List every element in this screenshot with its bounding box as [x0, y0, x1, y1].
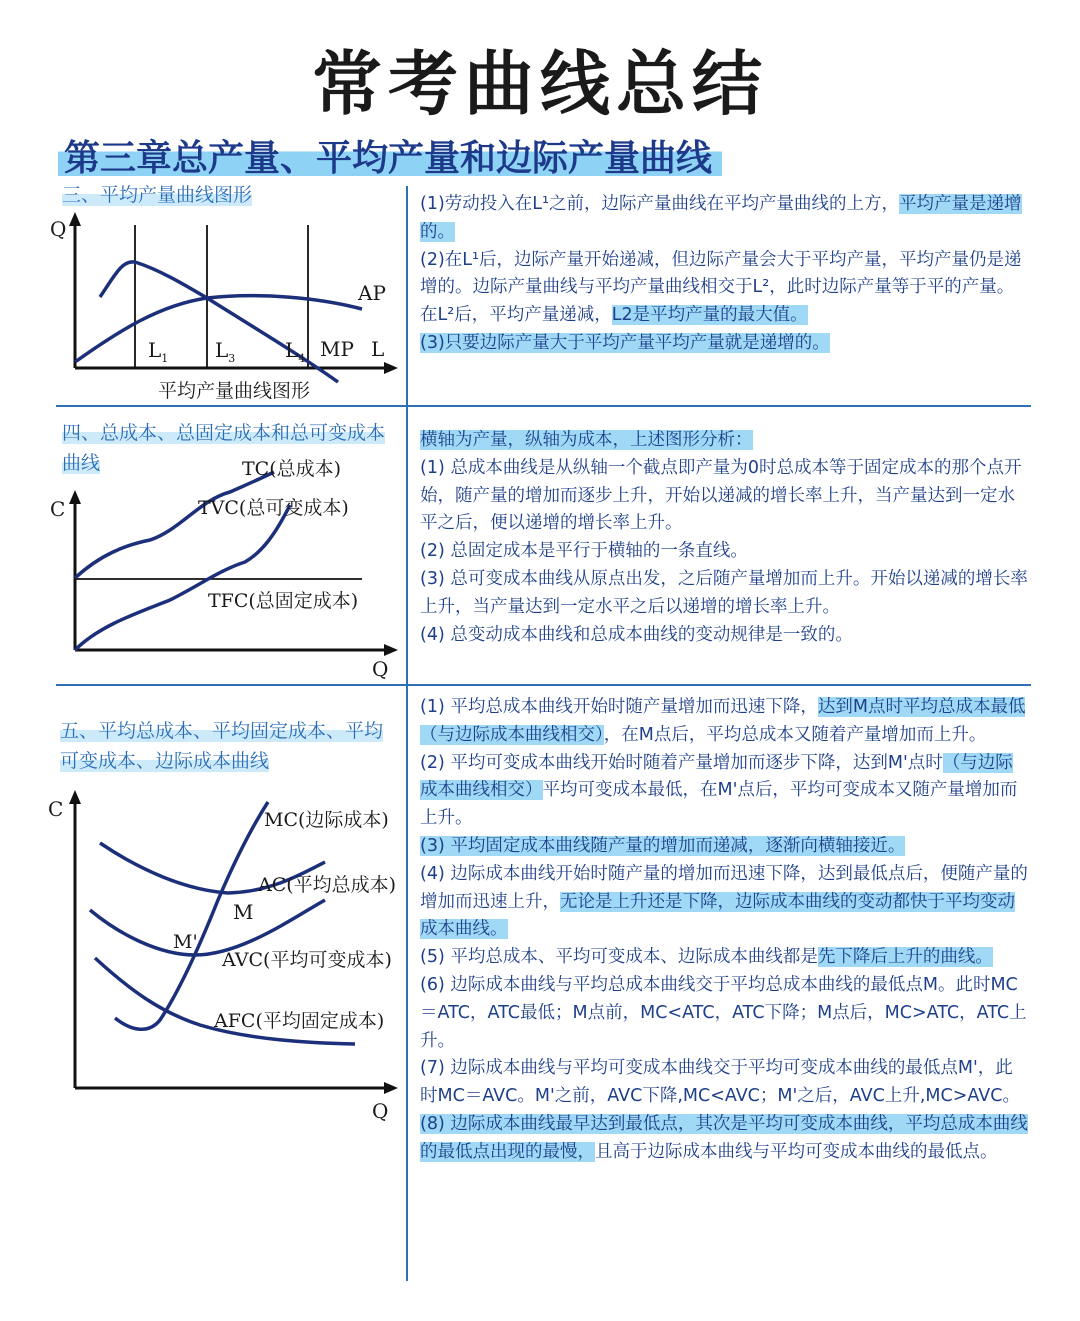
- s4-para-1: (1) 总成本曲线是从纵轴一个截点即产量为0时总成本等于固定成本的那个点开始，随产量的增加而逐步上升，开始以递减的增长率上升，当产量达到一定水平之后，便以递增的增长率上升。: [420, 457, 1022, 534]
- y-axis-arrow: [69, 790, 81, 804]
- x-axis-label: Q: [372, 657, 389, 681]
- s5-para-2: (2) 平均可变成本曲线开始时随着产量增加而逐步下降，达到M'点时（与边际成本曲线相交）平均可变成本最低，在M'点后，平均可变成本又随产量增加而上升。: [420, 752, 1018, 829]
- m-label: M: [233, 900, 254, 924]
- x-axis-label: L: [371, 337, 385, 361]
- s5-para-1: (1) 平均总成本曲线开始时随产量增加而迅速下降，达到M点时平均总成本最低（与边际成本曲线相交），在M点后，平均总成本又随着产量增加而上升。: [420, 697, 1026, 745]
- y-axis-label: Q: [50, 217, 67, 241]
- tvc-label: TVC(总可变成本): [198, 497, 349, 519]
- s5-para-5: (5) 平均总成本、平均可变成本、边际成本曲线都是先下降后上升的曲线。: [420, 947, 993, 968]
- s5-para-7: (7) 边际成本曲线与平均可变成本曲线交于平均可变成本曲线的最低点M'，此时MC＝AVC。M'之前，AVC下降,MC<AVC；M'之后，AVC上升,MC>AVC。: [420, 1058, 1020, 1107]
- x-axis-arrow: [384, 1082, 398, 1094]
- section5-title: 五、平均总成本、平均固定成本、平均 可变成本、边际成本曲线: [60, 720, 384, 772]
- m-prime-label: M': [173, 931, 198, 953]
- s3-para-3: (3)只要边际产量大于平均产量平均产量就是递增的。: [420, 332, 830, 353]
- y-axis-label: C: [48, 797, 64, 821]
- l4-label: $L_4$: [285, 338, 306, 365]
- s4-para-0: 横轴为产量，纵轴为成本，上述图形分析：: [420, 430, 753, 450]
- l1-label: $L_1$: [148, 338, 169, 365]
- chapter-heading: 第三章总产量、平均产量和边际产量曲线: [58, 130, 722, 181]
- page-title: 常考曲线总结: [312, 42, 768, 125]
- tc-label: TC(总成本): [242, 458, 342, 480]
- section5-text: [420, 694, 1030, 1167]
- s5-para-8: (8) 边际成本曲线最早达到最低点，其次是平均可变成本曲线，平均总成本曲线的最低点出现的最慢，且高于边际成本曲线与平均可变成本曲线的最低点。: [420, 1113, 1028, 1162]
- ap-label: AP: [358, 281, 386, 305]
- chart-caption: 平均产量曲线图形: [158, 380, 311, 402]
- l3-label: $L_3$: [215, 338, 236, 365]
- mc-label: MC(边际成本): [264, 809, 389, 831]
- avc-label: AVC(平均可变成本): [222, 949, 392, 971]
- afc-label: AFC(平均固定成本): [214, 1010, 385, 1032]
- s4-para-3: (3) 总可变成本曲线从原点出发，之后随产量增加而上升。开始以递减的增长率上升，当产量达到一定水平之后以递增的增长率上升。: [420, 568, 1028, 617]
- s3-para-1: (1)劳动投入在L¹之前，边际产量曲线在平均产量曲线的上方，平均产量是递增的。: [420, 194, 1022, 242]
- tfc-label: TFC(总固定成本): [208, 590, 359, 612]
- s3-para-2: (2)在L¹后，边际产量开始递减，但边际产量会大于平均产量，平均产量仍是递增的。边际产量曲线与平均产量曲线相交于L²，此时边际产量等于平的产量。在L²后，平均产量递减，L2是平均产量的最大值。: [420, 249, 1022, 326]
- x-axis-label: Q: [372, 1099, 389, 1123]
- section3-title: 三、平均产量曲线图形: [62, 184, 253, 206]
- ac-label: AC(平均总成本): [258, 874, 397, 896]
- s5-para-6: (6) 边际成本曲线与平均总成本曲线交于平均总成本曲线的最低点M。此时MC＝ATC，ATC最低；M点前，MC<ATC，ATC下降；M点后，MC>ATC，ATC上升。: [420, 974, 1027, 1051]
- s4-para-2: (2) 总固定成本是平行于横轴的一条直线。: [420, 541, 748, 562]
- s5-para-4: (4) 边际成本曲线开始时随产量的增加而迅速下降，达到最低点后，便随产量的增加而迅速上升，无论是上升还是下降，边际成本曲线的变动都快于平均变动成本曲线。: [420, 863, 1028, 940]
- mp-label: MP: [320, 337, 354, 361]
- s5-para-3: (3) 平均固定成本曲线随产量的增加而递减，逐渐向横轴接近。: [420, 835, 906, 856]
- section4-title: 四、总成本、总固定成本和总可变成本 曲线: [62, 422, 386, 474]
- y-axis-label: C: [50, 497, 66, 521]
- s4-para-4: (4) 总变动成本曲线和总成本曲线的变动规律是一致的。: [420, 624, 853, 645]
